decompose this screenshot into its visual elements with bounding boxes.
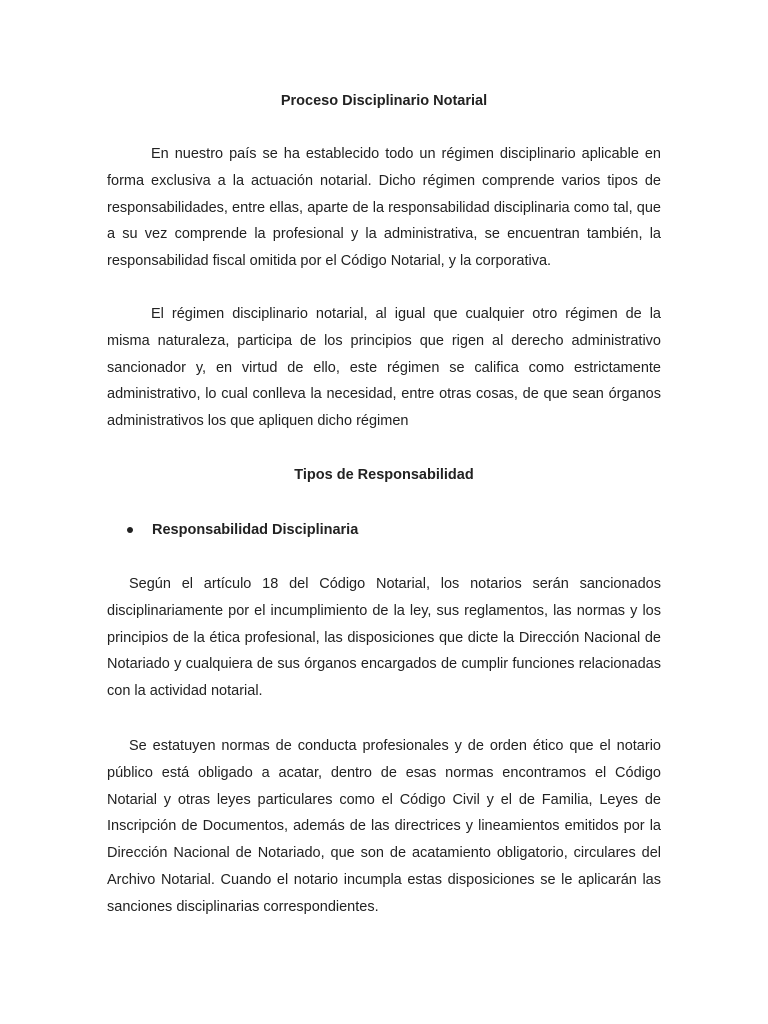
bullet-item bbox=[127, 520, 358, 540]
paragraph-articulo: Según el artículo 18 del Código Notarial, los notarios serán sancionados disciplinariamente por el incumplimiento de la ley, sus reglamentos, las normas y los principios de la ética profesional, las disposiciones que dicte la Dirección Nacional de Notariado y cualquiera de sus órganos encargados de cumplir funciones relacionadas con la actividad notarial. bbox=[107, 576, 661, 700]
document-title: Proceso Disciplinario Notarial bbox=[280, 93, 488, 109]
paragraph-regimen: El régimen disciplinario notarial, al igual que cualquier otro régimen de la misma naturaleza, participa de los principios que rigen al derecho administrativo sancionador y, en virtud de ello, este régimen se califica como estrictamente administrativo, lo cual conlleva la necesidad, entre otras cosas, de que sean órganos administrativos los que apliquen dicho régimen bbox=[107, 306, 661, 430]
section-heading: Tipos de Responsabilidad bbox=[294, 467, 474, 483]
paragraph-intro: En nuestro país se ha establecido todo un régimen disciplinario aplicable en forma exclusiva a la actuación notarial. Dicho régimen comprende varios tipos de responsabilidades, entre ellas, aparte de la responsabilidad disciplinaria como tal, que a su vez comprende la profesional y la administrativa, se encuentran también, la responsabilidad fiscal omitida por el Código Notarial, y la corporativa. bbox=[107, 146, 661, 270]
bullet-icon bbox=[127, 527, 133, 533]
paragraph-normas: Se estatuyen normas de conducta profesionales y de orden ético que el notario público está obligado a acatar, dentro de esas normas encontramos el Código Notarial y otras leyes particulares como el Código Civil y el de Familia, Leyes de Inscripción de Documentos, además de las directrices y lineamientos emitidos por la Dirección Nacional de Notariado, que son de acatamiento obligatorio, circulares del Archivo Notarial. Cuando el notario incumpla estas disposiciones se le aplicarán las sanciones disciplinarias correspondientes. bbox=[107, 738, 661, 915]
bullet-heading: Responsabilidad Disciplinaria bbox=[152, 522, 359, 538]
